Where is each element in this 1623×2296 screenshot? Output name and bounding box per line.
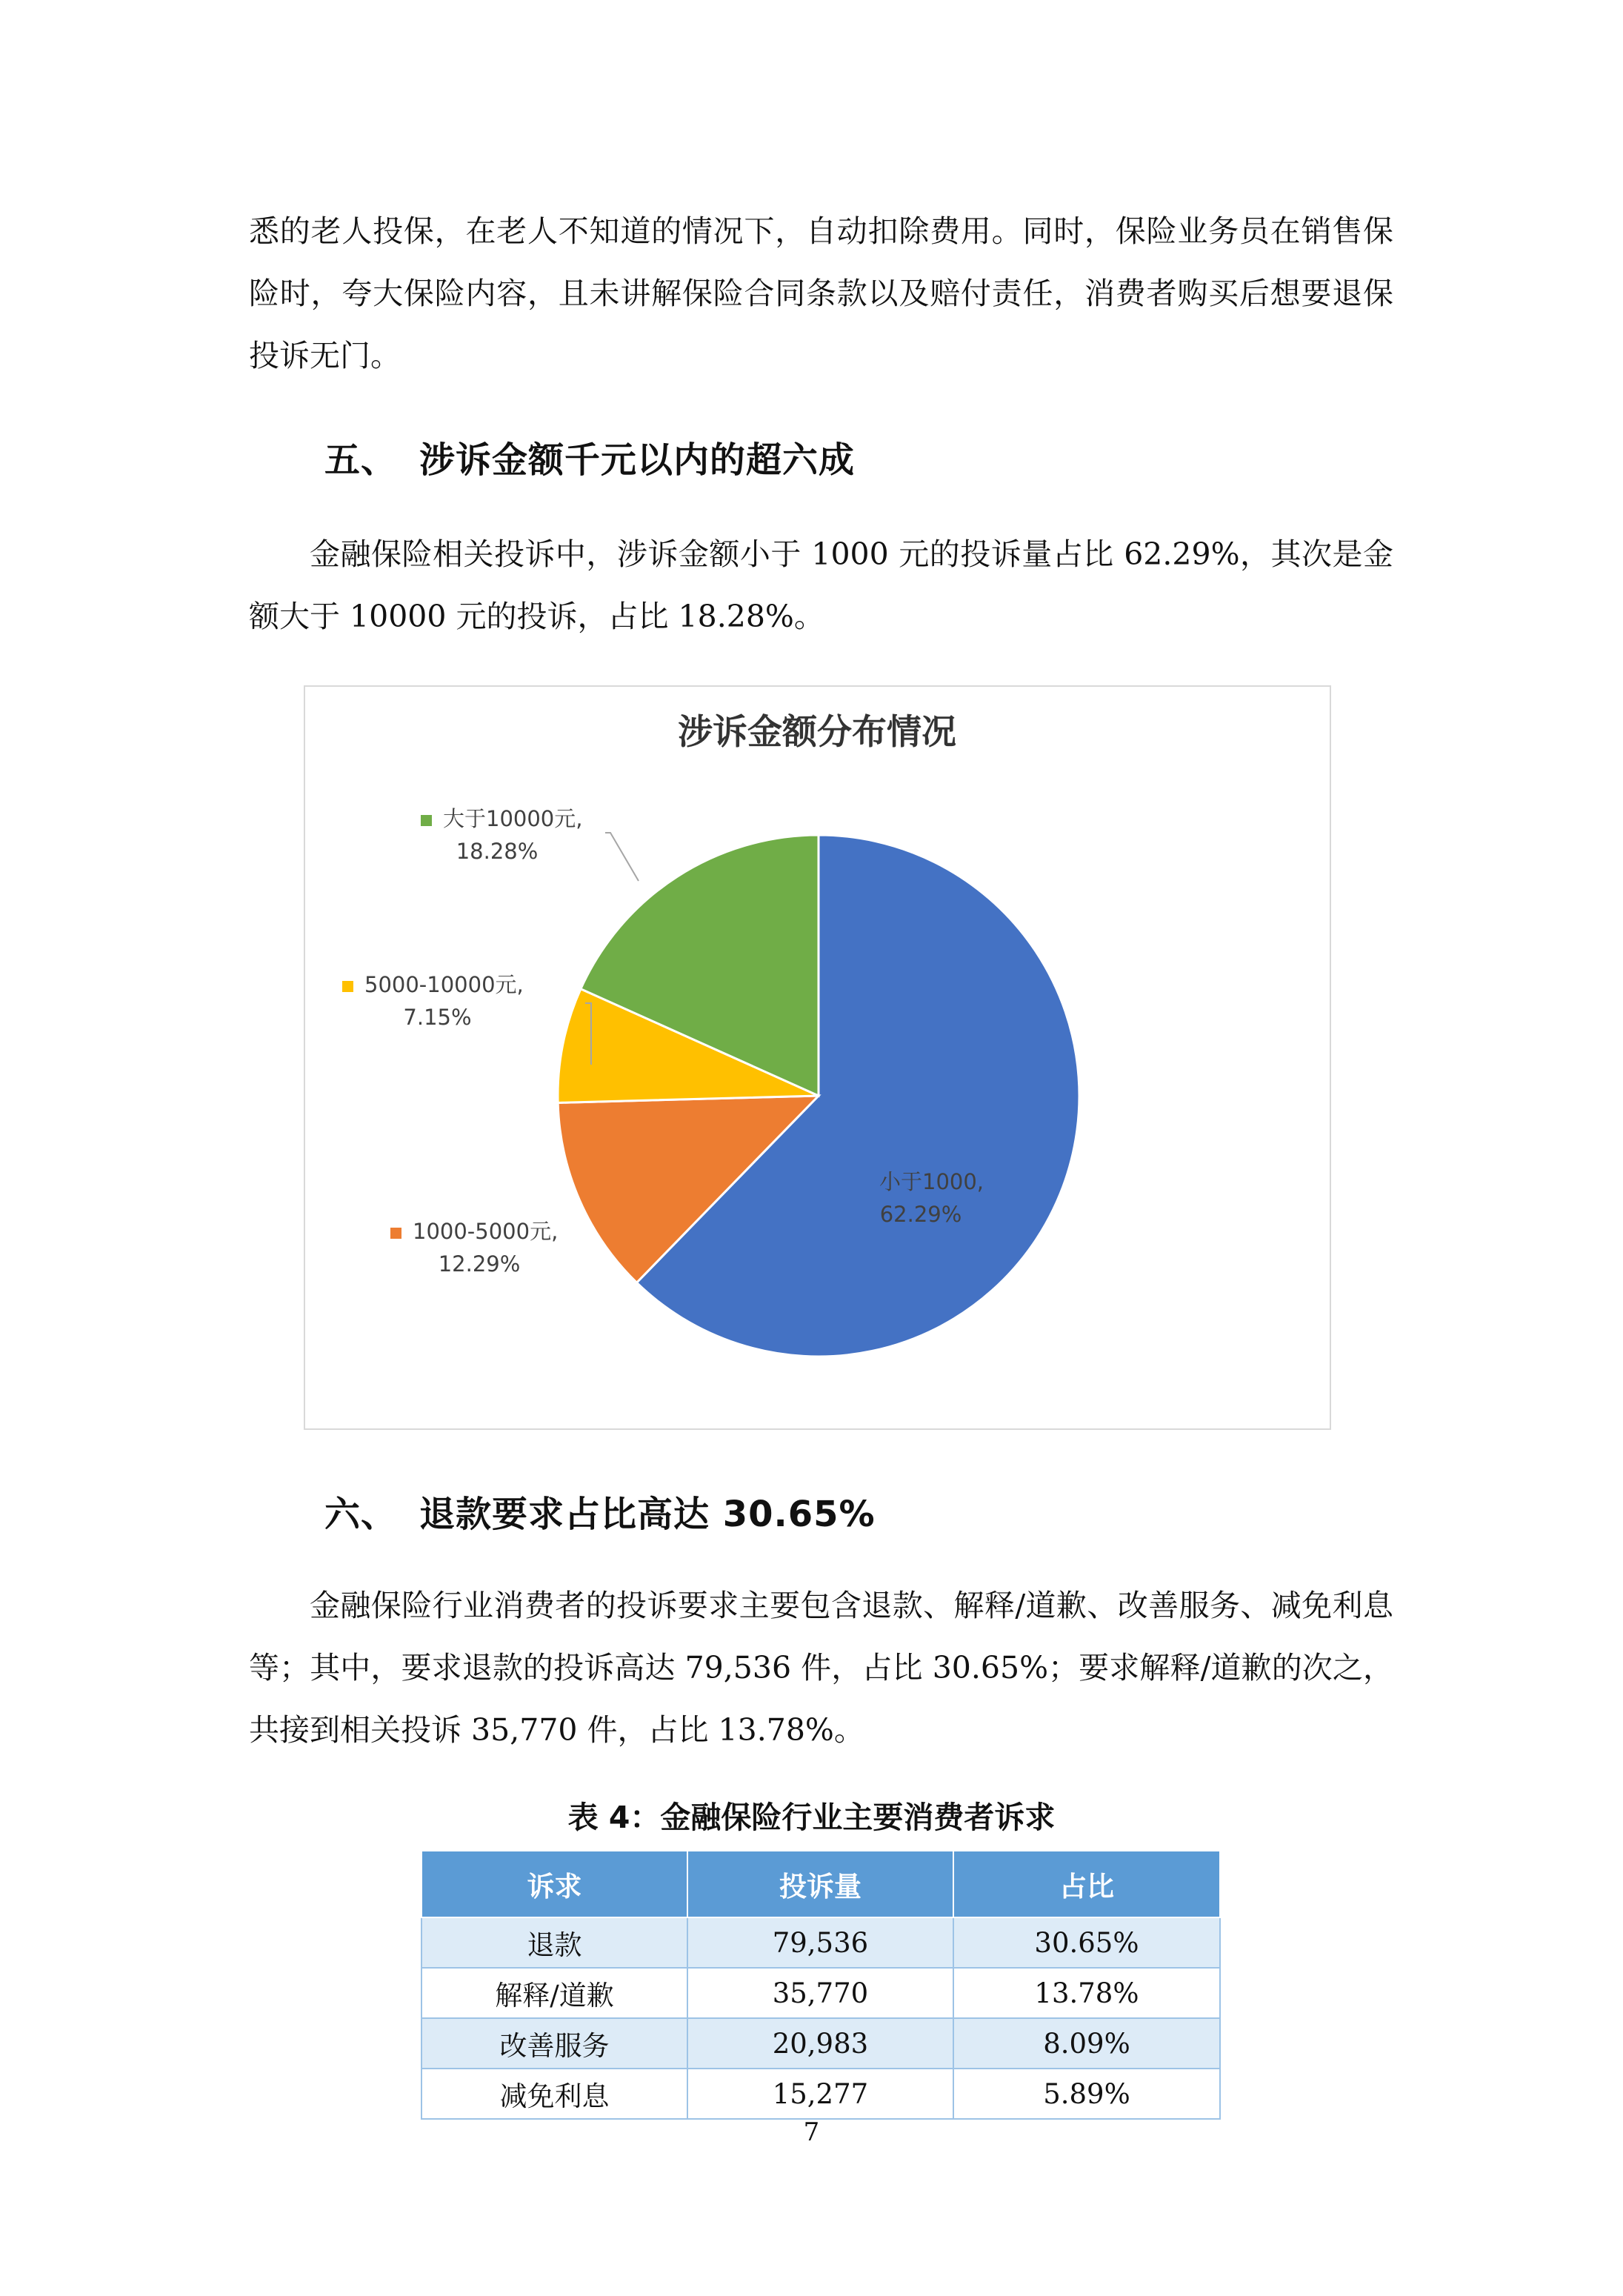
section-6-heading [324, 1485, 876, 1537]
pie-chart-svg [305, 687, 1330, 1428]
data-label-value: 62.29% [879, 1202, 962, 1227]
cell-demand: 改善服务 [421, 2018, 687, 2069]
cell-demand: 减免利息 [421, 2069, 687, 2119]
cell-share: 30.65% [953, 1917, 1220, 1968]
data-label-value: 12.29% [438, 1251, 521, 1277]
section-5-title: 涉诉金额千元以内的超六成 [419, 439, 856, 481]
data-label-value: 18.28% [456, 839, 539, 864]
intro-paragraph: 悉的老人投保，在老人不知道的情况下，自动扣除费用。同时，保险业务员在销售保险时，夸大保险内容，且未讲解保险合同条款以及赔付责任，消费者购买后想要退保投诉无门。 [249, 213, 1393, 373]
legend-key [857, 1178, 868, 1189]
cell-count: 15,277 [687, 2069, 953, 2119]
column-header-share: 占比 [953, 1851, 1220, 1917]
page-number: 7 [803, 2117, 820, 2147]
data-label-category: 1000-5000元, [413, 1219, 559, 1244]
section-5-paragraph: 金融保险相关投诉中，涉诉金额小于 1000 元的投诉量占比 62.29%，其次是金额大于 10000 元的投诉，占比 18.28%。 [249, 536, 1393, 634]
cell-demand: 退款 [421, 1917, 687, 1968]
table-row [421, 1968, 1220, 2018]
chart-title: 涉诉金额分布情况 [678, 712, 956, 753]
amount-distribution-chart [304, 685, 1331, 1430]
cell-count: 79,536 [687, 1917, 953, 1968]
complaint-demands-table [421, 1850, 1221, 2120]
legend-key [421, 815, 432, 826]
legend-key [342, 981, 353, 992]
section-6-title: 退款要求占比高达 30.65% [419, 1494, 876, 1535]
table-row [421, 2069, 1220, 2119]
data-label-category: 大于10000元, [443, 806, 583, 831]
data-label-category: 小于1000, [879, 1169, 984, 1194]
data-label-value: 7.15% [403, 1005, 472, 1030]
cell-demand: 解释/道歉 [421, 1968, 687, 2018]
column-header-demand: 诉求 [421, 1851, 687, 1917]
section-6-number: 六、 [324, 1494, 398, 1535]
section-5-number: 五、 [324, 439, 398, 481]
leader-line [605, 833, 639, 881]
cell-count: 35,770 [687, 1968, 953, 2018]
table-row [421, 1917, 1220, 1968]
cell-share: 8.09% [953, 2018, 1220, 2069]
cell-count: 20,983 [687, 2018, 953, 2069]
cell-share: 5.89% [953, 2069, 1220, 2119]
data-label-category: 5000-10000元, [364, 972, 524, 997]
cell-share: 13.78% [953, 1968, 1220, 2018]
section-6-paragraph: 金融保险行业消费者的投诉要求主要包含退款、解释/道歉、改善服务、减免利息等；其中，要求退款的投诉高达 79,536 件，占比 30.65%；要求解释/道歉的次之，共接到相关投诉 35,770 件，占比 13.78%。 [249, 1588, 1393, 1748]
table-row [421, 2018, 1220, 2069]
pie-slices [558, 835, 1079, 1357]
table-header-row [421, 1851, 1220, 1917]
section-5-heading [324, 431, 855, 482]
table-caption: 表 4：金融保险行业主要消费者诉求 [567, 1800, 1056, 1835]
legend-key [390, 1228, 401, 1239]
column-header-count: 投诉量 [687, 1851, 953, 1917]
